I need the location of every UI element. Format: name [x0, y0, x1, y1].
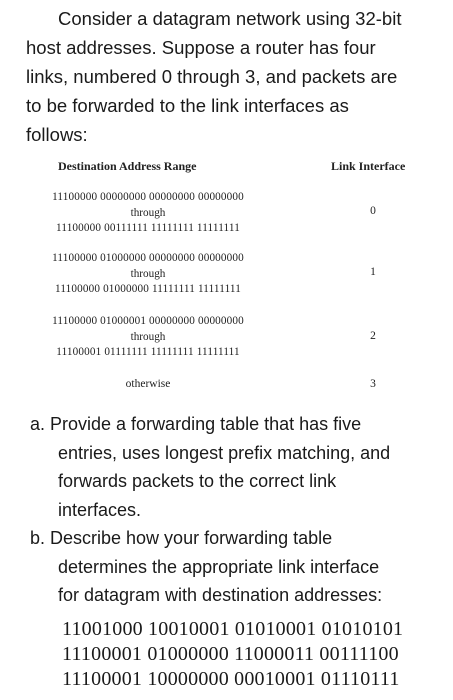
question-b-line: for datagram with destination addresses:	[58, 585, 383, 605]
range-start: 11100000 01000001 00000000 00000000	[52, 315, 244, 327]
link-interface-value: 1	[370, 266, 376, 278]
range-start: 11100000 00000000 00000000 00000000	[52, 191, 244, 203]
intro-line: follows:	[26, 124, 88, 145]
link-interface-value: 2	[370, 330, 376, 342]
through-label: through	[130, 206, 166, 219]
destination-addresses	[62, 617, 442, 692]
table-row-range	[36, 314, 260, 361]
question-b-line: determines the appropriate link interface	[58, 556, 380, 577]
intro-paragraph	[26, 4, 441, 149]
question-a-line: entries, uses longest prefix matching, and	[58, 442, 391, 463]
destination-address: 11001000 10010001 01010001 01010101	[62, 618, 404, 640]
through-label: through	[130, 330, 166, 343]
header-link-interface: Link Interface	[331, 159, 406, 173]
table-row-range	[36, 251, 260, 298]
destination-address: 11100001 10000000 00010001 01110111	[62, 668, 400, 690]
question-a-line: interfaces.	[58, 499, 142, 520]
link-interface-value: 0	[370, 205, 376, 217]
intro-line: Consider a datagram network using 32-bit	[58, 8, 402, 29]
questions-section	[30, 410, 445, 610]
intro-line: host addresses. Suppose a router has four	[26, 37, 376, 58]
header-destination-range: Destination Address Range	[58, 159, 197, 173]
destination-address: 11100001 01000000 11000011 00111100	[62, 643, 399, 665]
otherwise-label: otherwise	[125, 378, 171, 390]
intro-line: to be forwarded to the link interfaces as	[26, 95, 349, 116]
link-interface-value: 3	[370, 378, 376, 390]
table-row-range	[36, 190, 260, 237]
question-b-line: b. Describe how your forwarding table	[30, 528, 333, 548]
range-end: 11100000 00111111 11111111 11111111	[56, 222, 240, 234]
question-a-line: a. Provide a forwarding table that has five	[30, 414, 362, 434]
through-label: through	[130, 267, 166, 280]
question-a-line: forwards packets to the correct link	[58, 471, 337, 491]
range-end: 11100001 01111111 11111111 11111111	[56, 346, 240, 358]
range-start: 11100000 01000000 00000000 00000000	[52, 252, 244, 264]
intro-line: links, numbered 0 through 3, and packets are	[26, 66, 398, 87]
range-end: 11100000 01000000 11111111 11111111	[55, 283, 241, 295]
